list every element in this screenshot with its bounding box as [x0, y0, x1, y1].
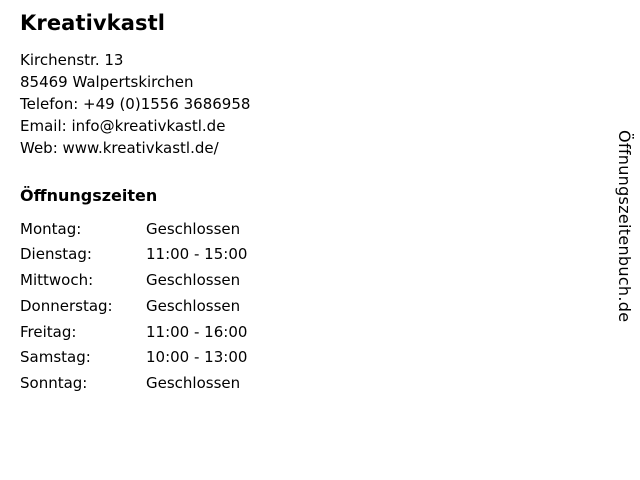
address-block	[20, 49, 600, 159]
table-row	[20, 219, 247, 245]
table-row	[20, 270, 247, 296]
hours-time: Geschlossen	[146, 374, 241, 393]
email-line: Email: info@kreativkastl.de	[20, 117, 226, 136]
hours-day: Montag:	[20, 219, 82, 238]
address-street: Kirchenstr. 13	[20, 51, 124, 70]
hours-time: 10:00 - 13:00	[146, 348, 248, 367]
hours-time: 11:00 - 16:00	[146, 322, 248, 341]
table-row	[20, 347, 247, 373]
hours-time: Geschlossen	[146, 271, 241, 290]
hours-day: Freitag:	[20, 322, 77, 341]
phone-line: Telefon: +49 (0)1556 3686958	[20, 95, 251, 114]
hours-day: Sonntag:	[20, 374, 88, 393]
table-row	[20, 244, 247, 270]
hours-time: 11:00 - 15:00	[146, 245, 248, 264]
opening-hours-heading: Öffnungszeiten	[20, 185, 158, 205]
table-row	[20, 296, 247, 322]
hours-day: Samstag:	[20, 348, 91, 367]
business-card	[20, 10, 600, 399]
watermark-brand: Öffnungszeitenbuch.de	[615, 130, 634, 323]
hours-time: Geschlossen	[146, 219, 241, 238]
hours-day: Mittwoch:	[20, 271, 94, 290]
table-row	[20, 373, 247, 399]
hours-day: Dienstag:	[20, 245, 92, 264]
website-line: Web: www.kreativkastl.de/	[20, 139, 219, 158]
hours-day: Donnerstag:	[20, 296, 113, 315]
address-city: 85469 Walpertskirchen	[20, 73, 194, 92]
page-title: Kreativkastl	[20, 11, 166, 35]
opening-hours-table	[20, 219, 247, 399]
table-row	[20, 322, 247, 348]
hours-time: Geschlossen	[146, 296, 241, 315]
